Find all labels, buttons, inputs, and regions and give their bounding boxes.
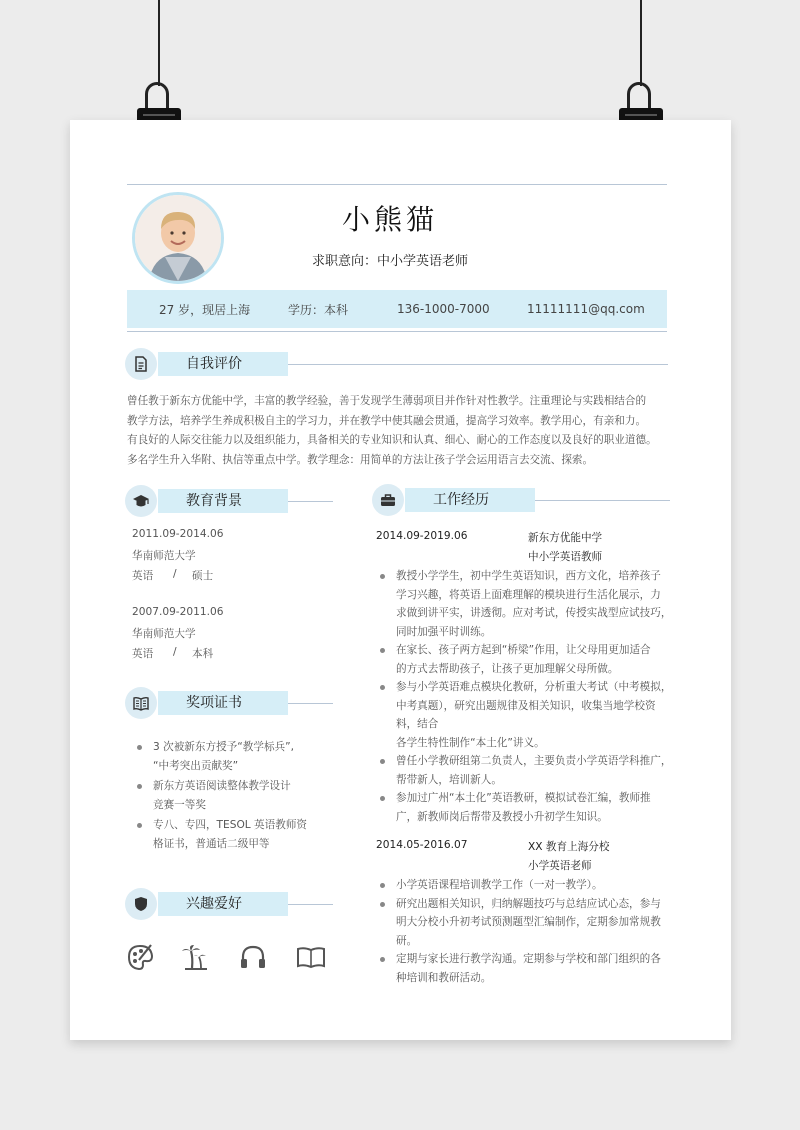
resume-paper [70,120,731,1040]
briefcase-icon [372,484,404,516]
hobby-title: 兴趣爱好 [158,892,288,916]
job-company: 新东方优能中学 [528,532,603,544]
awards-title: 奖项证书 [158,691,288,715]
list-item: 3 次被新东方授予“教学标兵”, “中考突出贡献奖” [133,738,323,775]
document-icon [125,348,157,380]
candidate-name: 小熊猫 [341,203,438,236]
email-address: 11111111@qq.com [527,302,645,316]
edu-school: 华南师范大学 [132,628,196,640]
job-duties-list [376,567,676,826]
age-location: 27 岁，现居上海 [159,302,251,317]
list-item: 专八、专四，TESOL 英语教师资 格证书，普通话二级甲等 [133,816,323,853]
edu-degree: 硕士 [192,570,214,582]
edu-school: 华南师范大学 [132,550,196,562]
hanging-wire-right [640,0,642,86]
job-duties-list [376,876,676,987]
education-title: 教育背景 [158,489,288,513]
job-date: 2014.09-2019.06 [376,530,468,542]
avatar [132,192,224,284]
self-eval-divider [288,364,668,365]
awards-list [133,738,323,853]
job-position: 小学英语老师 [528,860,592,872]
edu-major: 英语 [132,648,154,660]
list-item: 参加过广州“本土化”英语教研，模拟试卷汇编，教师推 广，新教师岗后帮带及教授小升初学生知识。 [376,789,676,826]
contact-info-bar [127,290,667,328]
open-book-icon [296,942,326,972]
edu-separator: / [173,568,177,580]
list-item: 曾任小学教研组第二负责人，主要负责小学英语学科推广， 帮带新人，培训新人。 [376,752,676,789]
headphones-icon [238,942,268,972]
list-item: 教授小学学生，初中学生英语知识，西方文化，培养孩子 学习兴趣，将英语上面难理解的模块进行生活化展示，力 求做到讲平实，讲透彻。应对考试，传授实战型应试技巧， 同时加强平时训练。 [376,567,676,641]
edu-separator: / [173,646,177,658]
job-intent [300,250,480,269]
job-intent-value: 中小学英语老师 [377,254,469,269]
work-title: 工作经历 [405,488,535,512]
hobby-divider [288,904,333,905]
self-eval-text [127,392,672,470]
job-company: XX 教育上海分校 [528,841,610,853]
list-item: 定期与家长进行教学沟通。定期参与学校和部门组织的各 种培训和教研活动。 [376,950,676,987]
edu-date: 2007.09-2011.06 [132,606,224,618]
edu-degree: 本科 [192,648,214,660]
palette-icon [125,942,155,972]
shield-icon [125,888,157,920]
self-eval-title: 自我评价 [158,352,288,376]
phone-number: 136-1000-7000 [397,302,490,316]
self-eval-line: 曾任教于新东方优能中学，丰富的教学经验，善于发现学生薄弱项目并作针对性教学。注重理论与实践相结合的 [127,395,647,407]
job-position: 中小学英语教师 [528,551,603,563]
education-divider [288,501,333,502]
education-level: 学历：本科 [288,302,349,317]
graduation-cap-icon [125,485,157,517]
self-eval-line: 多名学生升入华附、执信等重点中学。教学理念：用简单的方法让孩子学会运用语言去交流、探索。 [127,453,594,466]
top-divider [127,184,667,185]
edu-date: 2011.09-2014.06 [132,528,224,540]
book-icon [125,687,157,719]
list-item: 在家长、孩子两方起到“桥梁”作用，让父母用更加适合 的方式去帮助孩子，让孩子更加理解父母所做。 [376,641,676,678]
self-eval-line: 教学方法，培养学生养成积极自主的学习力，并在教学中使其融会贯通，提高学习效率。教学用心，有亲和力。 [127,414,647,427]
edu-major: 英语 [132,570,154,582]
work-divider [535,500,670,501]
job-intent-label: 求职意向： [311,254,377,269]
awards-divider [288,703,333,704]
info-divider [127,331,667,332]
job-date: 2014.05-2016.07 [376,839,468,851]
list-item: 参与小学英语难点模块化教研，分析重大考试（中考模拟， 中考真题），研究出题规律及相关知识，收集当地学校资料，结合 各学生特性制作“本土化”讲义。 [376,678,676,752]
list-item: 小学英语课程培训教学工作（一对一教学）。 [376,876,676,895]
hanging-wire-left [158,0,160,86]
list-item: 新东方英语阅读整体教学设计 竞赛一等奖 [133,777,323,814]
self-eval-line: 有良好的人际交往能力以及组织能力，具备相关的专业知识和认真、细心、耐心的工作态度以及良好的职业道德。 [127,434,657,447]
list-item: 研究出题相关知识，归纳解题技巧与总结应试心态，参与 明大分校小升初考试预测题型汇编制作，定期参加常规教 研。 [376,895,676,951]
palm-tree-icon [180,942,210,972]
